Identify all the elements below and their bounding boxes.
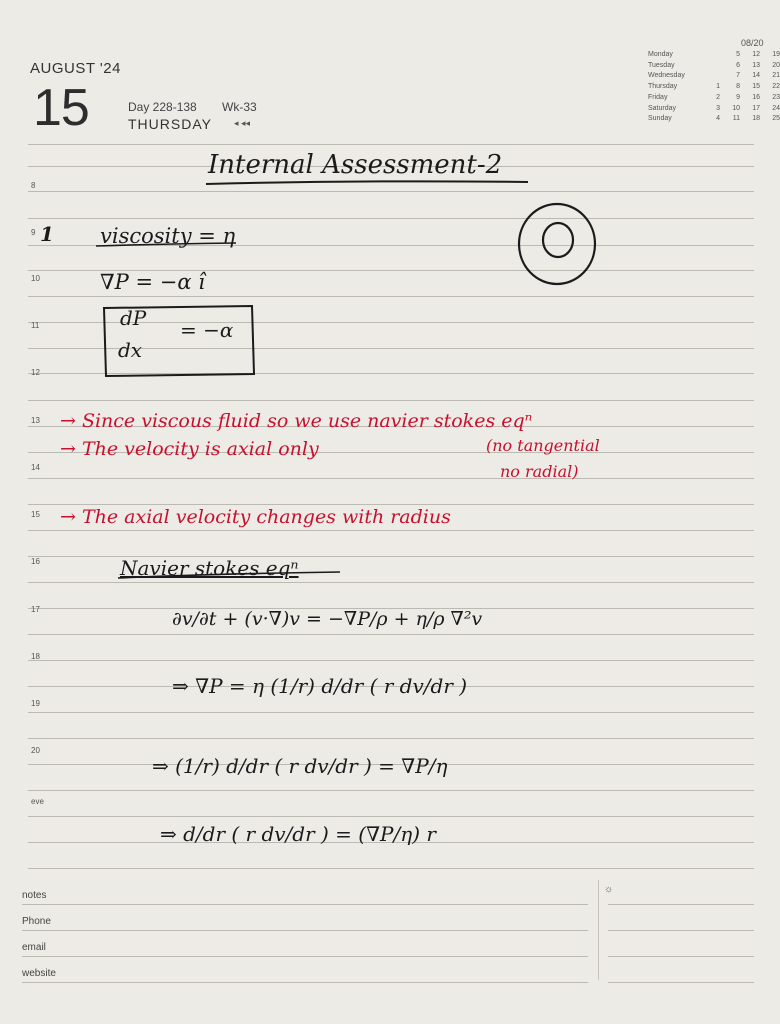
- outer-circle: [519, 204, 595, 284]
- phone-label: Phone: [22, 916, 51, 927]
- equation-1: ∂v/∂t + (v·∇)v = −∇P/ρ + η/ρ ∇²v: [172, 608, 483, 630]
- hour-label: 19: [31, 699, 40, 708]
- red-note-paren-2: no radial): [500, 462, 579, 481]
- footer-line: [22, 930, 588, 931]
- boxed-denominator: dx: [118, 338, 143, 362]
- hour-label: 20: [31, 746, 40, 755]
- hour-label: 14: [31, 463, 40, 472]
- calendar-row: Wednesday 7 14 21: [648, 72, 780, 80]
- question-number: 1: [40, 222, 54, 246]
- hour-label: 8: [31, 181, 36, 190]
- hour-label: 16: [31, 557, 40, 566]
- red-note-radius: → The axial velocity changes with radius: [60, 506, 451, 528]
- hour-label: 11: [31, 321, 40, 330]
- footer-divider: [598, 880, 599, 980]
- footer-line: [608, 982, 754, 983]
- equation-2: ⇒ ∇P = η (1/r) d/dr ( r dv/dr ): [172, 674, 468, 698]
- calendar-row: Tuesday 6 13 20: [648, 61, 780, 69]
- footer-line: [22, 956, 588, 957]
- title-underline: [206, 181, 528, 184]
- equation-3: ⇒ (1/r) d/dr ( r dv/dr ) = ∇P/η: [152, 754, 448, 778]
- hour-label: 10: [31, 274, 40, 283]
- notes-label: notes: [22, 890, 47, 901]
- inner-circle: [543, 223, 573, 257]
- assessment-title: Internal Assessment-2: [208, 150, 503, 180]
- nav-arrows-icon: ◂ ◂◂: [234, 118, 251, 128]
- hour-label: eve: [31, 797, 44, 806]
- day-number: 15: [33, 79, 89, 137]
- hour-label: 13: [31, 416, 40, 425]
- footer-line: [608, 956, 754, 957]
- red-note-paren-1: (no tangential: [486, 436, 600, 455]
- boxed-rhs: = −α: [180, 318, 234, 342]
- day-info: Day 228-138: [128, 100, 197, 114]
- email-label: email: [22, 942, 46, 953]
- red-note-axial: → The velocity is axial only: [60, 438, 319, 460]
- weekday-label: THURSDAY: [128, 116, 212, 132]
- viscosity-underline: [96, 243, 236, 246]
- footer-line: [22, 904, 588, 905]
- hour-label: 18: [31, 652, 40, 661]
- hour-label: 17: [31, 605, 40, 614]
- calendar-row: Monday 5 12 19: [648, 51, 780, 58]
- footer-line: [608, 930, 754, 931]
- calendar-row: Friday 2 9 16 23: [648, 93, 780, 101]
- week-label: Wk-33: [222, 100, 257, 114]
- pressure-gradient-line: ∇P = −α î: [100, 270, 205, 294]
- hour-label: 15: [31, 510, 40, 519]
- footer-line: [608, 904, 754, 905]
- hour-label: 9: [31, 228, 36, 237]
- navier-stokes-heading: Navier stokes eqⁿ: [120, 556, 299, 580]
- result-box: [104, 306, 254, 376]
- month-label: AUGUST '24: [30, 60, 121, 77]
- equation-4: ⇒ d/dr ( r dv/dr ) = (∇P/η) r: [160, 822, 436, 846]
- website-label: website: [22, 968, 56, 979]
- mini-calendar-label: 08/20: [741, 38, 764, 48]
- calendar-row: Sunday 4 11 18 25: [648, 115, 780, 123]
- ns-underline: [118, 572, 340, 578]
- calendar-row: Saturday 3 10 17 24: [648, 104, 780, 112]
- red-note-viscous: → Since viscous fluid so we use navier stokes eqⁿ: [60, 410, 533, 432]
- sun-icon: ☼: [604, 884, 614, 895]
- hour-label: 12: [31, 368, 40, 377]
- viscosity-line: viscosity = η: [100, 224, 236, 248]
- boxed-numerator: dP: [120, 306, 147, 330]
- calendar-row: Thursday 1 8 15 22: [648, 83, 780, 91]
- footer-line: [22, 982, 588, 983]
